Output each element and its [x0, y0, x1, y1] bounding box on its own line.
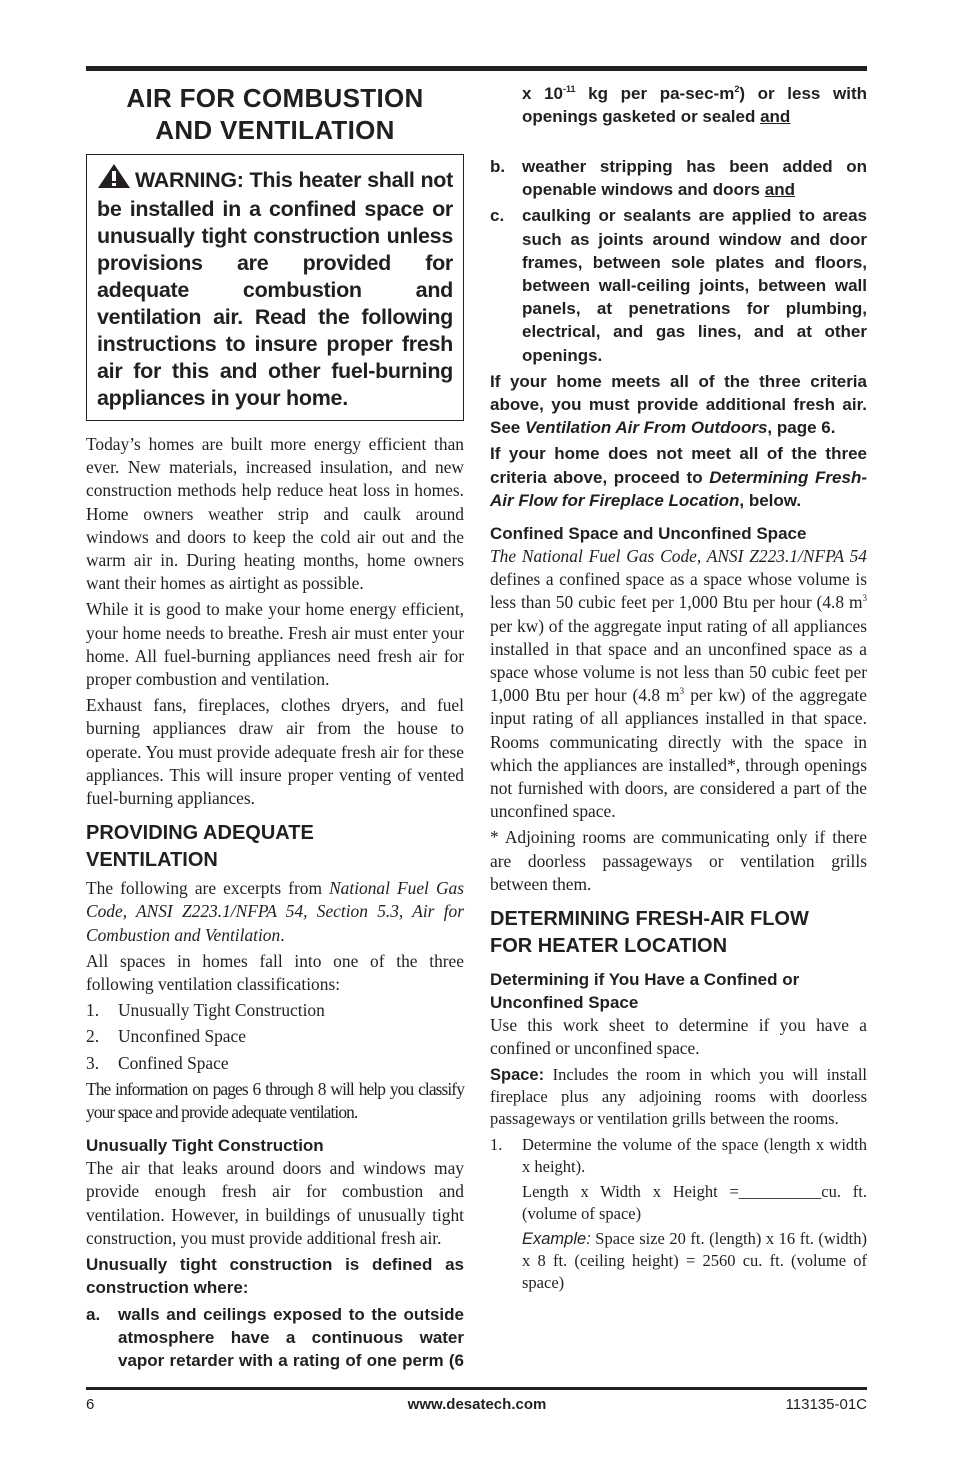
confined-heading: Confined Space and Unconfined Space	[490, 524, 807, 544]
list-letter: c.	[490, 206, 505, 226]
confined-body	[490, 545, 867, 823]
space-definition	[490, 1064, 867, 1130]
not-meet-paragraph	[490, 442, 867, 512]
not-meet-reference: Determining Fresh-Air Flow for Fireplace Location	[490, 467, 867, 510]
bottom-rule	[86, 1387, 867, 1390]
page-title-line2: AND VENTILATION	[155, 115, 395, 145]
space-label: Space:	[490, 1065, 545, 1084]
warning-text: WARNING: This heater shall not be installed in a confined space or unusually tight construction unless provisions are provided for adequate combustion and ventilation air. Read the following instructions to insure proper fresh air for this and other fuel-burning appliances in your home.	[97, 168, 453, 410]
confined-body-part2: per kw) of the aggregate input rating of all appliances installed in that space and an unconfined space as a space whose volume is not less than 50 cubic feet per 1,000 Btu per hour (4.8 m	[490, 615, 867, 706]
list-item	[490, 1134, 867, 1294]
list-item	[490, 82, 867, 152]
steps-list	[490, 1134, 867, 1294]
footnote: * Adjoining rooms are communicating only if there are doorless passageways or ventilation grills between them.	[490, 827, 867, 894]
providing-heading-line1: PROVIDING ADEQUATE	[86, 822, 314, 845]
list-letter: b.	[490, 157, 506, 176]
footer-page-number: 6	[86, 1396, 95, 1413]
intro-paragraph-2: While it is good to make your home energy efficient, your home needs to breathe. Fresh air must enter your home. All fuel-burning appliances need fresh air for proper combustion and ventilation.	[86, 599, 464, 690]
top-rule	[86, 66, 867, 71]
list-item	[86, 1025, 464, 1048]
exponent: 2	[734, 84, 740, 95]
exponent: 3	[862, 593, 867, 604]
excerpt-paragraph	[86, 877, 464, 947]
criteria-a-end: ) or less with openings gasketed or sealed	[522, 84, 867, 127]
criteria-a-text-repeat: x 10	[522, 84, 563, 104]
determining-heading-line1: DETERMINING FRESH-AIR FLOW	[490, 908, 809, 931]
excerpt-lead: The following are excerpts from	[86, 878, 330, 899]
footer-website: www.desatech.com	[407, 1396, 547, 1413]
list-item	[490, 204, 867, 366]
example-block	[522, 1228, 867, 1294]
worksheet-intro: Use this work sheet to determine if you have a confined or unconfined space.	[490, 1015, 867, 1059]
list-number: 2.	[86, 1026, 100, 1047]
criteria-a-units: kg per pa-sec-m	[575, 84, 735, 104]
example-text: Space size 20 ft. (length) x 16 ft. (width) x 8 ft. (ceiling height) = 2560 cu. ft. (volume of space)	[522, 1228, 867, 1292]
confined-subheading	[490, 968, 867, 1014]
tight-defined: Unusually tight construction is defined as construction where:	[86, 1255, 464, 1298]
exponent: -11	[563, 84, 576, 95]
meets-paragraph	[490, 370, 867, 440]
left-column	[86, 78, 464, 1376]
criteria-b-and: and	[764, 180, 795, 200]
code-reference: The National Fuel Gas Code, ANSI Z223.1/NFPA 54	[490, 546, 867, 567]
warning-text-block	[97, 163, 453, 412]
meets-end: , page 6.	[767, 418, 836, 438]
list-label: Unusually Tight Construction	[118, 1000, 325, 1021]
list-label: Confined Space	[118, 1052, 229, 1073]
classes-list	[86, 999, 464, 1075]
determining-heading-line2: FOR HEATER LOCATION	[490, 935, 728, 958]
example-label: Example:	[522, 1229, 591, 1248]
confined-body-part3: per kw) of the aggregate input rating of all appliances installed in that space. Rooms communicating directly with the space in which the appliances are installed*, through openings not furnished with doors, are considered a part of the unconfined space.	[490, 685, 867, 822]
meets-reference: Ventilation Air From Outdoors	[524, 418, 768, 438]
intro-paragraph-1: Today’s homes are built more energy efficient than ever. New materials, increased insulation, and new construction methods help reduce heat loss in homes. Home owners weather strip and caulk around windows and doors to keep the cold air out and the warm air in. During heating months, home owners want their homes as airtight as possible.	[86, 434, 464, 594]
excerpt-end: .	[280, 924, 285, 945]
excerpt-source: National Fuel Gas Code, ANSI Z223.1/NFPA 54, Section 5.3, Air for Combustion and Ventilation	[86, 878, 464, 945]
right-column	[490, 82, 867, 1294]
list-number: 1.	[86, 1000, 100, 1021]
confined-subheading-line2: Unconfined Space	[490, 993, 639, 1013]
warning-triangle-icon	[97, 163, 131, 196]
not-meet-lead: If your home does not meet all of the three criteria above, proceed to	[490, 444, 867, 487]
providing-heading-line2: VENTILATION	[86, 849, 218, 872]
list-item	[86, 1052, 464, 1075]
criteria-a-continued	[522, 82, 867, 128]
determining-heading	[490, 906, 867, 960]
list-item	[86, 999, 464, 1022]
tight-body: The air that leaks around doors and windows may provide enough fresh air for combustion and ventilation. However, in buildings of unusually tight construction, you must provide additional fresh air.	[86, 1158, 464, 1248]
confined-subheading-line1: Determining if You Have a Confined or	[490, 970, 800, 990]
list-number: 3.	[86, 1052, 100, 1073]
list-item	[490, 155, 867, 201]
tight-heading: Unusually Tight Construction	[86, 1136, 324, 1156]
intro-paragraph-3: Exhaust fans, fireplaces, clothes dryers, and fuel burning appliances draw air from the house to operate. You must provide adequate fresh air for these appliances. This will insure proper venting of vented fuel-burning appliances.	[86, 695, 464, 809]
criteria-list-a	[86, 1303, 464, 1373]
page-title	[86, 82, 464, 146]
info-text: The information on pages 6 through 8 will help you classify your space and provide adequate ventilation.	[86, 1078, 464, 1123]
classes-intro: All spaces in homes fall into one of the three following ventilation classifications:	[86, 950, 464, 995]
confined-body-part1: defines a confined space as a space whose volume is less than 50 cubic feet per 1,000 Btu per hour (4.8 m	[490, 569, 867, 613]
warning-box	[86, 154, 464, 421]
page-title-line1: AIR FOR COMBUSTION	[126, 83, 424, 113]
providing-heading	[86, 820, 464, 874]
space-text: Includes the room in which you will install fireplace plus any adjoining rooms with doorless passageways or ventilation grills between the rooms.	[490, 1064, 867, 1128]
criteria-a-text: walls and ceilings exposed to the outside atmosphere have a continuous water vapor retarder with a rating of one perm (6	[118, 1304, 464, 1370]
not-meet-end: , below.	[739, 490, 802, 510]
info-paragraph	[86, 1078, 464, 1124]
list-letter: a.	[86, 1304, 101, 1324]
criteria-list-continued	[490, 82, 867, 367]
step-number: 1.	[490, 1134, 503, 1154]
criteria-b-text: weather stripping has been added on openable windows and doors	[522, 157, 867, 200]
exponent: 3	[679, 686, 685, 697]
step1-text: Determine the volume of the space (length x width x height).	[522, 1134, 867, 1176]
list-item	[86, 1303, 464, 1373]
criteria-c-text: caulking or sealants are applied to areas such as joints around window and door frames, between sole plates and floors, between wall-ceiling joints, between wall panels, at penetrations for plumbing, electrical, and gas lines, and at other openings.	[522, 206, 867, 365]
list-label: Unconfined Space	[118, 1026, 246, 1047]
criteria-a-and: and	[760, 107, 791, 127]
volume-formula: Length x Width x Height =__________cu. ft. (volume of space)	[522, 1181, 867, 1223]
meets-lead: If your home meets all of the three criteria above, you must provide additional fresh air. See	[490, 371, 867, 438]
footer-doc-number: 113135-01C	[785, 1396, 867, 1413]
